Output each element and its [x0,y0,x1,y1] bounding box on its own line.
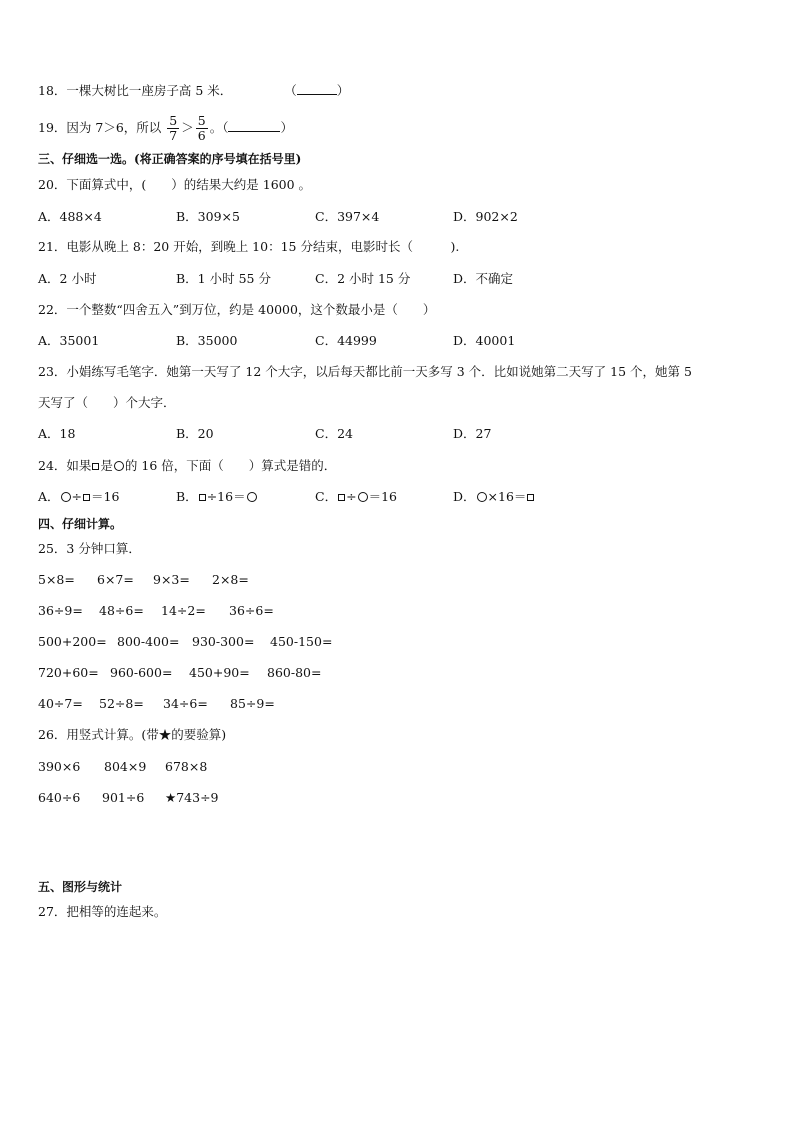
question-23-option-d[interactable]: D．27 [453,426,492,441]
option-label: C． [315,489,338,504]
circle-icon [358,492,368,502]
mental-math-item: 450+90= [189,665,250,680]
question-21-option-d[interactable]: D．不确定 [453,271,514,286]
mental-math-item: 48÷6= [99,603,144,618]
question-22-option-c[interactable]: C．44999 [315,333,377,348]
vertical-calc-item: ★743÷9 [165,790,219,805]
question-18-paren-open: （ [284,83,297,98]
question-22-option-d[interactable]: D．40001 [453,333,516,348]
fraction-denominator: 7 [169,128,178,143]
mental-math-item: 450-150= [270,634,333,649]
question-24-text-part-1: 24．如果 [38,458,92,473]
vertical-calc-item: 390×6 [38,759,81,774]
circle-icon [477,492,487,502]
square-icon [92,463,99,470]
question-20-text: 20．下面算式中，( ）的结果大约是 1600 。 [38,177,312,192]
mental-math-item: 9×3= [153,572,190,587]
mental-math-item: 930-300= [192,634,255,649]
square-icon [83,494,90,501]
question-27-text: 27．把相等的连起来。 [38,904,167,919]
mental-math-item: 14÷2= [161,603,206,618]
square-icon [338,494,345,501]
equation-rest: ＝16 [368,489,397,504]
question-18-paren-close: ） [336,83,350,98]
question-23-option-a[interactable]: A．18 [38,426,76,441]
vertical-calc-item: 804×9 [104,759,147,774]
section-4-title: 四、仔细计算。 [38,517,123,531]
circle-icon [61,492,71,502]
mental-math-item: 34÷6= [163,696,208,711]
question-22-text: 22．一个整数“四舍五入”到万位，约是 40000，这个数最小是（ ） [38,302,436,317]
greater-than-sign: ＞ [181,120,194,135]
mental-math-item: 2×8= [212,572,249,587]
operator: ÷16＝ [206,489,246,504]
question-19 [38,112,293,144]
fraction-numerator: 5 [197,113,206,128]
question-20-option-c[interactable]: C．397×4 [315,209,380,224]
option-label: B． [176,489,198,504]
mental-math-item: 860-80= [267,665,322,680]
square-icon [527,494,534,501]
operator: ÷ [71,489,83,504]
question-25-text: 25．3 分钟口算． [38,541,141,556]
answer-blank-18[interactable] [297,94,337,95]
answer-blank-19[interactable] [228,131,280,132]
question-23-text-line-2: 天写了（ ）个大字． [38,395,176,410]
fraction-numerator: 5 [169,113,178,128]
circle-icon [114,461,124,471]
question-20-option-d[interactable]: D．902×2 [453,209,518,224]
mental-math-item: 6×7= [97,572,134,587]
mental-math-item: 36÷9= [38,603,83,618]
fraction-5-7 [167,114,179,143]
mental-math-item: 36÷6= [229,603,274,618]
fraction-denominator: 6 [197,128,206,143]
question-18 [38,82,349,100]
square-icon [199,494,206,501]
question-19-text: 19．因为 7＞6，所以 [38,120,162,135]
mental-math-item: 500+200= [38,634,107,649]
question-24-option-a[interactable] [38,488,119,506]
question-24-text-part-3: 的 16 倍，下面（ ）算式是错的． [124,458,337,473]
section-3-title: 三、仔细选一选。(将正确答案的序号填在括号里) [38,152,302,166]
mental-math-item: 720+60= [38,665,99,680]
equation-rest: ＝16 [91,489,120,504]
option-label: D． [453,489,476,504]
question-22-option-b[interactable]: B．35000 [176,333,238,348]
question-21-option-b[interactable]: B．1 小时 55 分 [176,271,271,286]
mental-math-item: 40÷7= [38,696,83,711]
question-26-text: 26．用竖式计算。(带★的要验算) [38,727,227,742]
question-20-option-a[interactable]: A．488×4 [38,209,102,224]
question-23-option-b[interactable]: B．20 [176,426,214,441]
question-21-text: 21．电影从晚上 8：20 开始，到晚上 10：15 分结束，电影时长（ ). [38,239,460,254]
question-22-option-a[interactable]: A．35001 [38,333,100,348]
question-20-option-b[interactable]: B．309×5 [176,209,240,224]
question-24-option-c[interactable] [315,488,397,506]
question-21-option-c[interactable]: C．2 小时 15 分 [315,271,411,286]
option-label: A． [38,489,60,504]
vertical-calc-item: 901÷6 [102,790,145,805]
mental-math-item: 5×8= [38,572,75,587]
question-24-option-b[interactable] [176,488,258,506]
question-24-text [38,457,336,475]
section-5-title: 五、图形与统计 [38,880,123,894]
vertical-calc-item: 640÷6 [38,790,81,805]
operator: ×16＝ [487,489,527,504]
operator: ÷ [346,489,357,504]
mental-math-item: 85÷9= [230,696,275,711]
circle-icon [247,492,257,502]
mental-math-item: 800-400= [117,634,180,649]
question-23-option-c[interactable]: C．24 [315,426,353,441]
question-19-paren-close: ） [280,120,293,135]
question-19-paren-open: 。（ [209,120,229,135]
vertical-calc-item: 678×8 [165,759,208,774]
mental-math-item: 52÷8= [99,696,144,711]
question-24-text-part-2: 是 [100,458,113,473]
question-21-option-a[interactable]: A．2 小时 [38,271,97,286]
question-18-text: 18．一棵大树比一座房子高 5 米． [38,83,233,98]
fraction-5-6 [196,114,208,143]
question-24-option-d[interactable] [453,488,535,506]
mental-math-item: 960-600= [110,665,173,680]
question-23-text-line-1: 23．小娟练写毛笔字．她第一天写了 12 个大字，以后每天都比前一天多写 3 个．比如说她第二天写了 15 个，她第 5 [38,364,692,379]
